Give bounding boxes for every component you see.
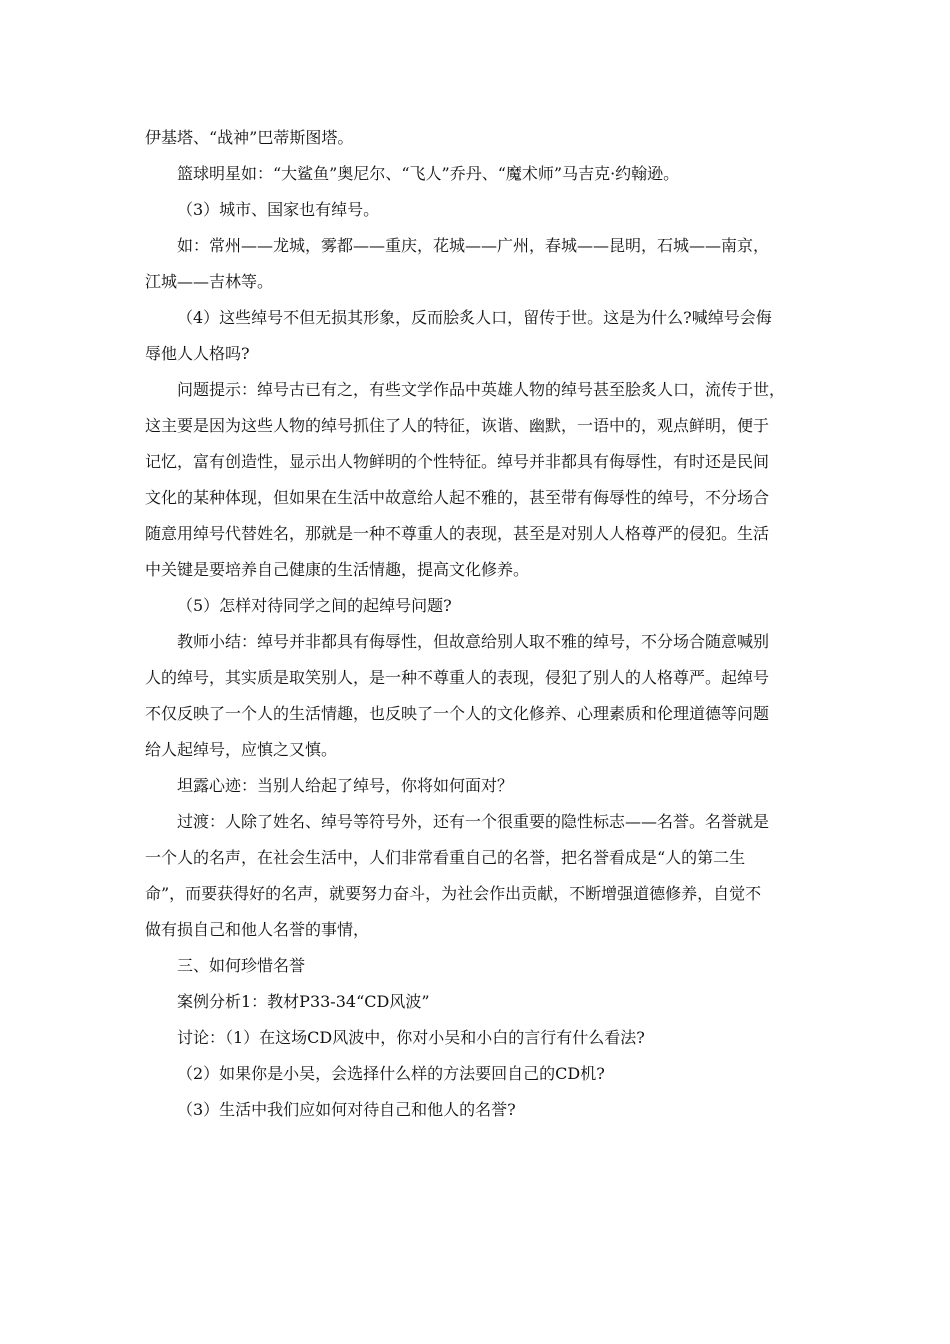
text-line: 案例分析1：教材P33-34“CD风波” bbox=[177, 992, 430, 1011]
text-line: 坦露心迹：当别人给起了绰号，你将如何面对？ bbox=[177, 776, 514, 795]
text-line: （2）如果你是小吴，会选择什么样的方法要回自己的CD机? bbox=[177, 1064, 605, 1083]
text-line: 不仅反映了一个人的生活情趣，也反映了一个人的文化修养、心理素质和伦理道德等问题 bbox=[145, 704, 770, 723]
text-line: （3）城市、国家也有绰号。 bbox=[177, 200, 380, 219]
text-line: 辱他人人格吗? bbox=[145, 344, 250, 363]
text-line: 一个人的名声，在社会生活中，人们非常看重自己的名誉，把名誉看成是“人的第二生 bbox=[145, 848, 746, 867]
text-line: 人的绰号，其实质是取笑别人，是一种不尊重人的表现，侵犯了别人的人格尊严。起绰号 bbox=[145, 668, 770, 687]
text-line: （5）怎样对待同学之间的起绰号问题? bbox=[177, 596, 452, 615]
text-line: 做有损自己和他人名誉的事情， bbox=[145, 920, 370, 939]
text-line: （4）这些绰号不但无损其形象，反而脍炙人口，留传于世。这是为什么?喊绰号会侮 bbox=[177, 308, 772, 327]
text-line: 伊基塔、“战神”巴蒂斯图塔。 bbox=[145, 128, 354, 147]
text-line: （3）生活中我们应如何对待自己和他人的名誉? bbox=[177, 1100, 516, 1119]
text-line: 教师小结：绰号并非都具有侮辱性，但故意给别人取不雅的绰号，不分场合随意喊别 bbox=[177, 632, 770, 651]
text-line: 如：常州——龙城，雾都——重庆，花城——广州，春城——昆明，石城——南京， bbox=[177, 236, 770, 255]
text-line: 中关键是要培养自己健康的生活情趣，提高文化修养。 bbox=[145, 560, 530, 579]
document-page bbox=[145, 120, 825, 1128]
text-line: 江城——吉林等。 bbox=[145, 272, 274, 291]
text-line: 记忆，富有创造性，显示出人物鲜明的个性特征。绰号并非都具有侮辱性，有时还是民间 bbox=[145, 452, 770, 471]
text-line: 给人起绰号，应慎之又慎。 bbox=[145, 740, 338, 759]
section-heading: 三、如何珍惜名誉 bbox=[177, 956, 306, 975]
text-line: 这主要是因为这些人物的绰号抓住了人的特征，诙谐、幽默，一语中的，观点鲜明，便于 bbox=[145, 416, 770, 435]
text-line: 问题提示：绰号古已有之，有些文学作品中英雄人物的绰号甚至脍炙人口，流传于世， bbox=[177, 380, 786, 399]
text-line: 文化的某种体现，但如果在生活中故意给人起不雅的，甚至带有侮辱性的绰号，不分场合 bbox=[145, 488, 770, 507]
text-line: 讨论：（1）在这场CD风波中，你对小吴和小白的言行有什么看法? bbox=[177, 1028, 645, 1047]
text-line: 过渡：人除了姓名、绰号等符号外，还有一个很重要的隐性标志——名誉。名誉就是 bbox=[177, 812, 770, 831]
text-line: 篮球明星如：“大鲨鱼”奥尼尔、“飞人”乔丹、“魔术师”马吉克·约翰逊。 bbox=[177, 164, 680, 183]
text-line: 随意用绰号代替姓名，那就是一种不尊重人的表现，甚至是对别人人格尊严的侵犯。生活 bbox=[145, 524, 770, 543]
text-line: 命”，而要获得好的名声，就要努力奋斗，为社会作出贡献，不断增强道德修养，自觉不 bbox=[145, 884, 762, 903]
